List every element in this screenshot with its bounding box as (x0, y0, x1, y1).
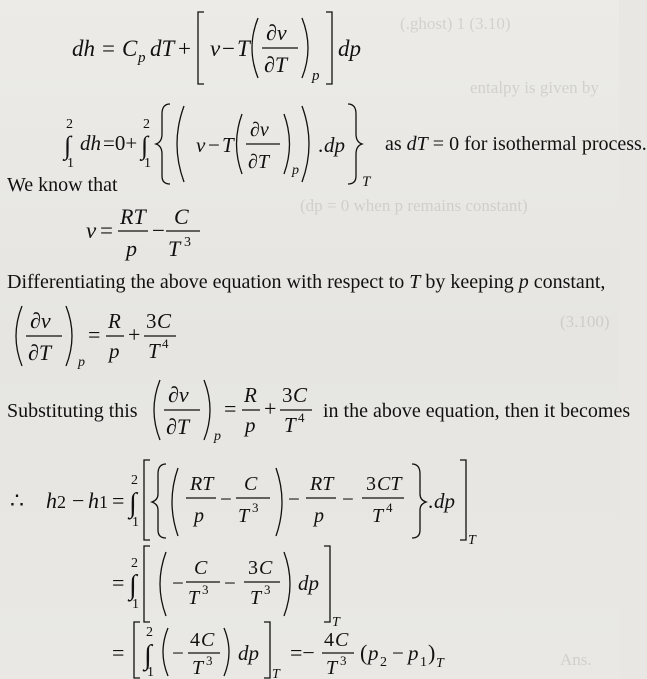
svg-text:): ) (428, 640, 436, 665)
svg-text:p: p (194, 505, 204, 527)
svg-text:dp: dp (298, 571, 319, 595)
svg-text:−: − (288, 487, 300, 511)
svg-text:p: p (368, 641, 379, 665)
svg-text:T: T (468, 533, 476, 548)
svg-text:∂T: ∂T (264, 52, 288, 77)
svg-text:1: 1 (147, 665, 154, 679)
svg-text:T: T (192, 657, 204, 679)
svg-text:−: − (342, 487, 354, 511)
svg-text:1: 1 (132, 597, 139, 612)
svg-text:C: C (293, 383, 308, 407)
svg-text:T: T (222, 133, 234, 157)
svg-text:3: 3 (264, 582, 271, 597)
svg-text:+: + (264, 396, 277, 421)
svg-text:C: C (122, 36, 138, 61)
svg-text:∫: ∫ (141, 131, 149, 160)
svg-text:T: T (362, 174, 371, 190)
svg-text:4: 4 (162, 336, 169, 351)
svg-text:2: 2 (143, 117, 150, 132)
svg-text:C: C (194, 557, 208, 579)
svg-text:∂v: ∂v (168, 382, 189, 407)
svg-text:1: 1 (67, 156, 74, 171)
svg-text:1: 1 (420, 655, 427, 670)
svg-text:3: 3 (184, 235, 191, 250)
svg-text:p: p (314, 505, 324, 527)
svg-text:T: T (372, 505, 384, 527)
we-know-that-text: We know that (7, 174, 118, 196)
svg-text:C: C (157, 309, 172, 333)
svg-text:RT: RT (190, 473, 214, 495)
svg-text:.: . (428, 489, 434, 513)
svg-text:C: C (244, 473, 258, 495)
svg-text:3: 3 (252, 500, 259, 515)
svg-text:R: R (244, 383, 257, 407)
svg-text:1: 1 (99, 492, 108, 512)
svg-text:3: 3 (366, 473, 376, 495)
svg-text:∫: ∫ (129, 570, 137, 601)
svg-text:3: 3 (248, 557, 258, 579)
svg-text:3: 3 (340, 653, 347, 668)
svg-text:=−: =− (290, 640, 315, 665)
svg-text:T: T (250, 587, 262, 609)
svg-text:dp: dp (238, 641, 259, 665)
svg-text:=: = (88, 322, 101, 347)
svg-text:dT: dT (150, 36, 175, 61)
svg-text:h: h (46, 488, 57, 513)
svg-text:p: p (312, 68, 320, 84)
svg-text:∂v: ∂v (250, 119, 269, 141)
svg-text:T: T (436, 656, 444, 671)
svg-text:2: 2 (66, 117, 73, 132)
svg-text:p: p (214, 429, 221, 444)
bleed-through-text: Ans. (560, 650, 592, 669)
svg-text:p: p (138, 50, 146, 66)
svg-text:dh: dh (80, 131, 101, 155)
svg-text:T: T (237, 36, 250, 61)
svg-text:3: 3 (282, 383, 293, 407)
svg-text:p: p (408, 641, 419, 665)
svg-text:R: R (108, 309, 121, 333)
svg-text:dp: dp (338, 36, 361, 61)
svg-text:C: C (201, 629, 215, 651)
svg-text:T: T (332, 615, 340, 630)
svg-text:2: 2 (146, 625, 153, 640)
svg-text:−: − (72, 488, 85, 513)
svg-text:p: p (126, 236, 137, 261)
svg-text:p: p (245, 413, 256, 437)
svg-text:T: T (326, 657, 338, 679)
svg-text:=: = (112, 640, 125, 665)
svg-text:v: v (196, 133, 206, 157)
svg-text:3: 3 (206, 653, 213, 668)
svg-text:∂T: ∂T (28, 340, 52, 365)
svg-text:T: T (272, 667, 280, 679)
svg-text:.: . (318, 133, 324, 157)
svg-text:T: T (168, 236, 181, 261)
svg-text:−: − (152, 218, 165, 243)
bleed-through-text: (.ghost) 1 (3.10) (400, 14, 511, 33)
svg-text:p: p (292, 163, 299, 178)
svg-text:RT: RT (120, 204, 146, 229)
svg-text:C: C (335, 629, 349, 651)
svg-text:∂v: ∂v (266, 20, 287, 45)
svg-text:−: − (208, 133, 220, 157)
svg-text:1: 1 (144, 156, 151, 171)
svg-text:3: 3 (146, 309, 157, 333)
svg-text:2: 2 (57, 492, 66, 512)
svg-text:−: − (392, 641, 404, 665)
svg-text:C: C (259, 557, 273, 579)
svg-text:−: − (220, 487, 232, 511)
bleed-through-text: (3.100) (560, 312, 610, 331)
svg-text:T: T (238, 505, 250, 527)
svg-text:=: = (112, 488, 125, 513)
svg-text:∂v: ∂v (30, 308, 51, 333)
svg-text:∫: ∫ (64, 131, 72, 160)
svg-text:dh: dh (72, 36, 95, 61)
svg-text:C: C (174, 204, 189, 229)
svg-text:2: 2 (380, 655, 387, 670)
svg-text:=: = (224, 396, 237, 421)
isothermal-condition-text: as dT = 0 for isothermal process. (385, 133, 647, 155)
svg-text:=: = (112, 570, 125, 595)
svg-text:∫: ∫ (144, 640, 152, 671)
svg-text:=0+: =0+ (103, 131, 138, 155)
svg-text:v: v (210, 36, 221, 61)
bleed-through-text: entalpy is given by (470, 78, 599, 97)
svg-text:+: + (178, 36, 191, 61)
svg-text:=: = (100, 218, 113, 243)
svg-text:4: 4 (190, 629, 200, 651)
svg-text:v: v (86, 218, 97, 243)
svg-text:4: 4 (386, 500, 393, 515)
substituting-end-text: in the above equation, then it becomes (323, 400, 631, 422)
svg-text:T: T (284, 413, 296, 437)
svg-text:2: 2 (131, 473, 138, 488)
differentiating-text: Differentiating the above equation with respect to T by keeping p constant, (7, 271, 606, 293)
svg-text:−: − (172, 641, 184, 665)
svg-text:3: 3 (202, 582, 209, 597)
svg-text:−: − (222, 36, 235, 61)
svg-text:∴: ∴ (10, 488, 24, 513)
svg-text:dp: dp (434, 489, 455, 513)
svg-text:RT: RT (310, 473, 334, 495)
svg-text:p: p (78, 355, 85, 370)
svg-text:∂T: ∂T (166, 414, 190, 439)
svg-text:1: 1 (132, 515, 139, 530)
svg-text:p: p (109, 339, 120, 363)
svg-text:T: T (148, 339, 160, 363)
svg-text:4: 4 (324, 629, 334, 651)
svg-text:(: ( (360, 640, 368, 665)
substituting-text: Substituting this (7, 400, 138, 422)
svg-text:∂T: ∂T (248, 151, 270, 173)
svg-text:−: − (224, 571, 236, 595)
svg-text:+: + (128, 322, 141, 347)
svg-text:h: h (88, 488, 99, 513)
svg-text:=: = (102, 36, 115, 61)
svg-text:4: 4 (298, 410, 305, 425)
svg-text:CT: CT (377, 473, 402, 495)
bleed-through-text: (dp = 0 when p remains constant) (300, 196, 528, 215)
svg-text:∫: ∫ (129, 488, 137, 519)
svg-text:−: − (172, 571, 184, 595)
svg-text:2: 2 (131, 556, 138, 571)
svg-text:dp: dp (324, 133, 345, 157)
svg-text:T: T (188, 587, 200, 609)
